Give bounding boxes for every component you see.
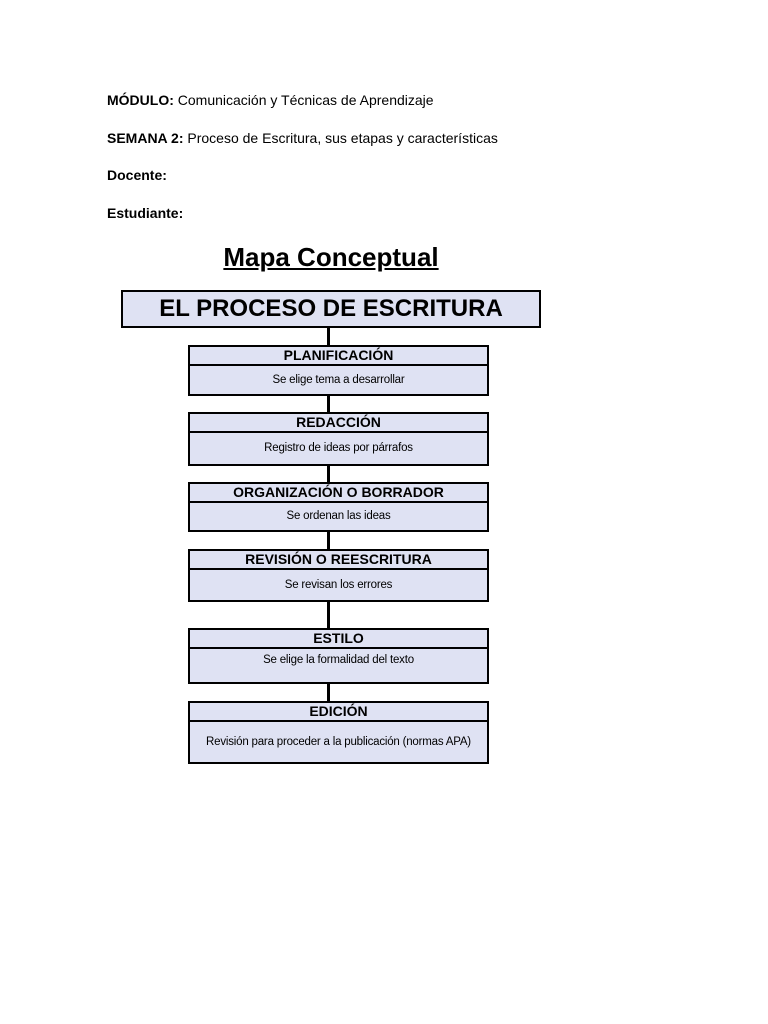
stage-box-edicion xyxy=(188,701,489,764)
stage-box-revision xyxy=(188,549,489,602)
connector-line xyxy=(327,464,330,482)
docente-line xyxy=(107,166,167,184)
connector-line xyxy=(327,682,330,701)
semana-line xyxy=(107,129,498,147)
stage-description: Se ordenan las ideas xyxy=(286,510,391,522)
modulo-label: MÓDULO: xyxy=(107,92,174,108)
stage-box-redaccion xyxy=(188,412,489,466)
stage-title: ESTILO xyxy=(190,630,487,649)
stage-description: Revisión para proceder a la publicación (normas APA) xyxy=(206,736,471,748)
connector-line xyxy=(327,530,330,549)
stage-box-planificacion xyxy=(188,345,489,396)
map-title: Mapa Conceptual xyxy=(223,242,439,272)
stage-box-estilo xyxy=(188,628,489,684)
stage-description: Registro de ideas por párrafos xyxy=(264,442,413,454)
connector-line xyxy=(327,326,330,345)
main-topic-box: EL PROCESO DE ESCRITURA xyxy=(121,290,541,328)
estudiante-label: Estudiante: xyxy=(107,205,184,221)
modulo-value: Comunicación y Técnicas de Aprendizaje xyxy=(177,92,434,108)
semana-label: SEMANA 2: xyxy=(107,130,184,146)
semana-value: Proceso de Escritura, sus etapas y características xyxy=(187,130,498,146)
modulo-line xyxy=(107,91,434,109)
stage-title: PLANIFICACIÓN xyxy=(190,347,487,366)
stage-title: EDICIÓN xyxy=(190,703,487,722)
stage-title: ORGANIZACIÓN O BORRADOR xyxy=(190,484,487,503)
stage-description: Se revisan los errores xyxy=(284,579,393,591)
docente-label: Docente: xyxy=(107,167,167,183)
stage-title: REVISIÓN O REESCRITURA xyxy=(190,551,487,570)
estudiante-line xyxy=(107,204,183,222)
stage-box-organizacion xyxy=(188,482,489,532)
connector-line xyxy=(327,600,330,628)
stage-title: REDACCIÓN xyxy=(190,414,487,433)
stage-description: Se elige la formalidad del texto xyxy=(263,654,414,666)
connector-line xyxy=(327,394,330,412)
stage-description: Se elige tema a desarrollar xyxy=(272,374,405,386)
